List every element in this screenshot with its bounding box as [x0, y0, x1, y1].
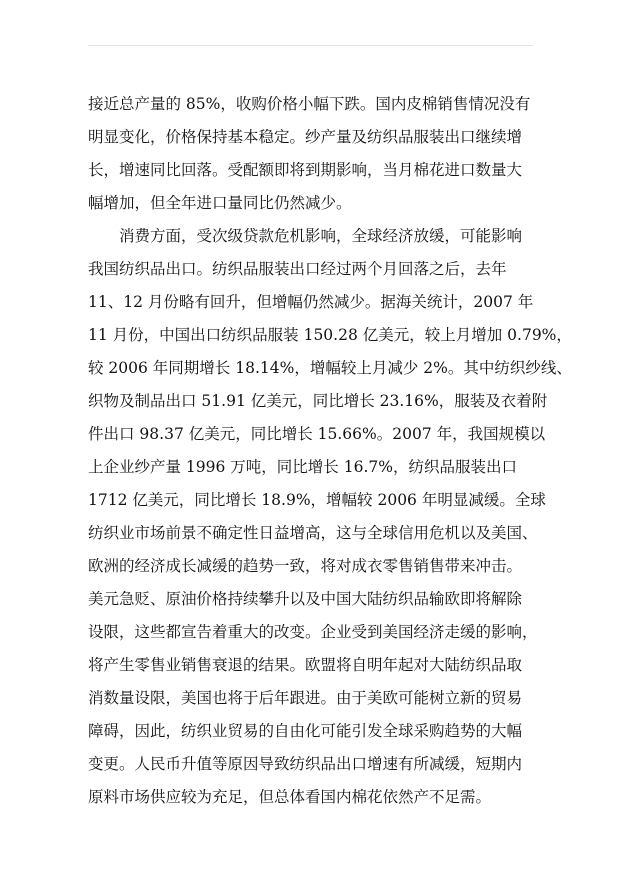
header-rule	[88, 45, 533, 46]
text-line: 纺织业市场前景不确定性日益增高，这与全球信用危机以及美国、	[88, 524, 538, 542]
text-line: 长，增速同比回落。受配额即将到期影响，当月棉花进口数量大	[88, 161, 523, 179]
text-line: 明显变化，价格保持基本稳定。纱产量及纺织品服装出口继续增	[88, 128, 523, 146]
text-line: 我国纺织品出口。纺织品服装出口经过两个月回落之后，去年	[88, 260, 507, 278]
text-line: 原料市场供应较为充足，但总体看国内棉花依然产不足需。	[88, 788, 492, 806]
text-line: 障碍，因此，纺织业贸易的自由化可能引发全球采购趋势的大幅	[88, 722, 523, 740]
text-line: 件出口 98.37 亿美元，同比增长 15.66%。2007 年，我国规模以	[88, 425, 546, 443]
text-line: 消费方面，受次级贷款危机影响，全球经济放缓，可能影响	[119, 227, 523, 245]
text-line: 11 月份，中国出口纺织品服装 150.28 亿美元，较上月增加 0.79%，	[88, 326, 572, 344]
text-line: 欧洲的经济成长减缓的趋势一致，将对成衣零售销售带来冲击。	[88, 557, 523, 575]
text-line: 消数量设限，美国也将于后年跟进。由于美欧可能树立新的贸易	[88, 689, 523, 707]
text-line: 1712 亿美元，同比增长 18.9%，增幅较 2006 年明显减缓。全球	[88, 491, 546, 509]
text-line: 织物及制品出口 51.91 亿美元，同比增长 23.16%，服装及衣着附	[88, 392, 548, 410]
text-line: 接近总产量的 85%，收购价格小幅下跌。国内皮棉销售情况没有	[88, 95, 531, 113]
text-line: 11、12 月份略有回升，但增幅仍然减少。据海关统计，2007 年	[88, 293, 534, 311]
text-line: 美元急贬、原油价格持续攀升以及中国大陆纺织品输欧即将解除	[88, 590, 523, 608]
text-line: 设限，这些都宣告着重大的改变。企业受到美国经济走缓的影响，	[88, 623, 538, 641]
text-line: 将产生零售业销售衰退的结果。欧盟将自明年起对大陆纺织品取	[88, 656, 523, 674]
text-line: 变更。人民币升值等原因导致纺织品出口增速有所减缓，短期内	[88, 755, 523, 773]
text-line: 上企业纱产量 1996 万吨，同比增长 16.7%，纺织品服装出口	[88, 458, 517, 476]
text-line: 幅增加，但全年进口量同比仍然减少。	[88, 194, 352, 212]
text-line: 较 2006 年同期增长 18.14%，增幅较上月减少 2%。其中纺织纱线、	[88, 359, 572, 377]
